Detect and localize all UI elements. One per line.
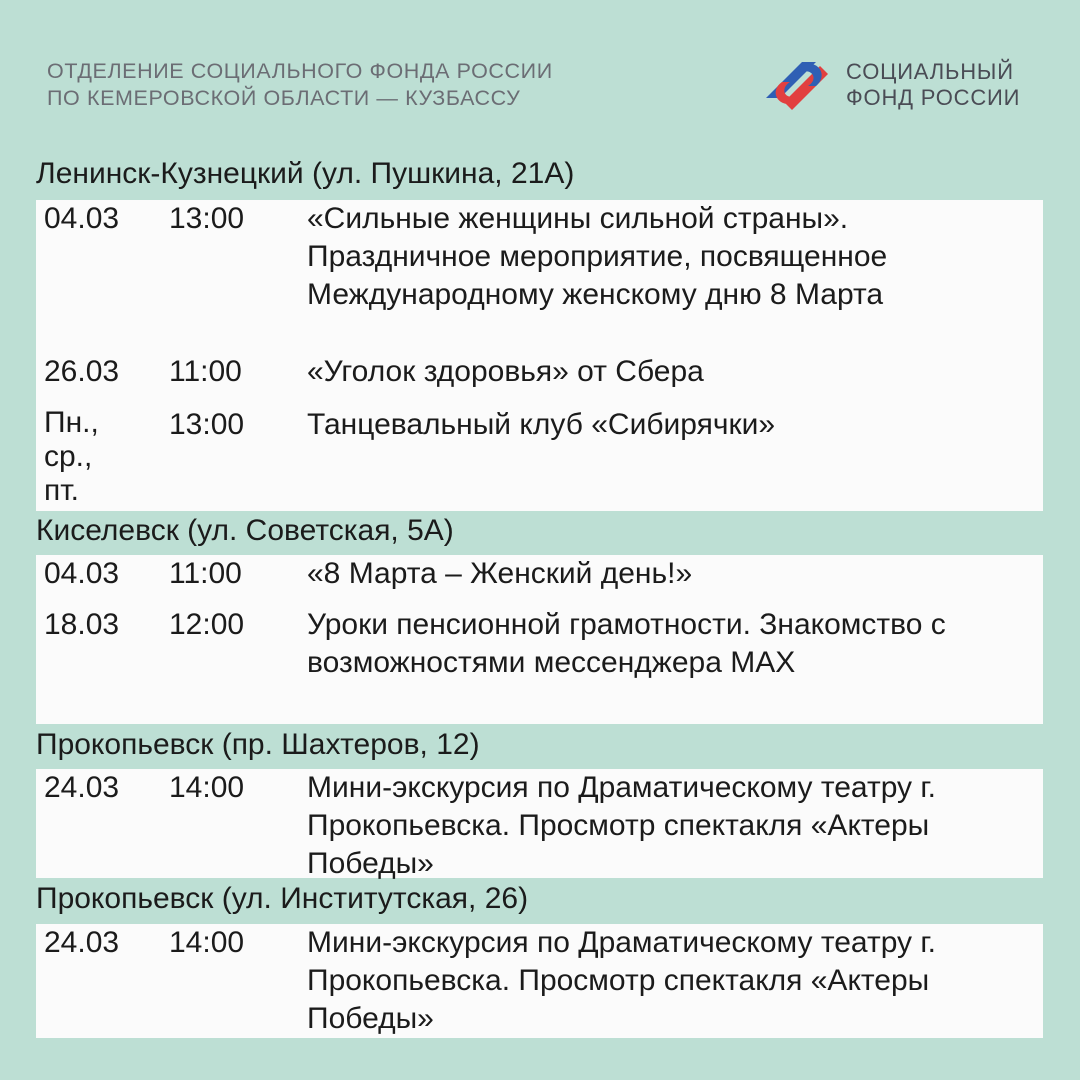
event-date: 04.03 bbox=[44, 557, 120, 590]
event-description: «8 Марта – Женский день!» bbox=[307, 557, 693, 590]
organization-name-line-1: ОТДЕЛЕНИЕ СОЦИАЛЬНОГО ФОНДА РОССИИ bbox=[47, 59, 553, 83]
event-date: 04.03 bbox=[44, 202, 120, 235]
sfr-logo-text-line-2: ФОНД РОССИИ bbox=[846, 85, 1021, 110]
event-time: 11:00 bbox=[169, 557, 242, 590]
section-title-prokopyevsk-shakhterov: Прокопьевск (пр. Шахтеров, 12) bbox=[36, 728, 480, 761]
sfr-logo-text bbox=[846, 59, 1020, 111]
section-title-kiselevsk: Киселевск (ул. Советская, 5А) bbox=[36, 514, 454, 547]
sfr-logo bbox=[762, 56, 1042, 112]
event-date: 24.03 bbox=[44, 926, 120, 959]
event-description: «Сильные женщины сильной страны». Праздничное мероприятие, посвященное Международному женскому дню 8 Марта bbox=[307, 202, 888, 311]
event-description: Танцевальный клуб «Сибирячки» bbox=[307, 408, 776, 441]
event-description: Уроки пенсионной грамотности. Знакомство с возможностями мессенджера MAX bbox=[307, 608, 946, 679]
schedule-panel-leninsk bbox=[36, 200, 1043, 511]
sfr-logo-text-line-1: СОЦИАЛЬНЫЙ bbox=[846, 59, 1014, 84]
event-date: 26.03 bbox=[44, 355, 120, 388]
event-time: 14:00 bbox=[169, 771, 245, 804]
sfr-logo-icon bbox=[762, 56, 834, 112]
section-title-leninsk: Ленинск-Кузнецкий (ул. Пушкина, 21А) bbox=[36, 157, 575, 190]
event-time: 14:00 bbox=[169, 926, 245, 959]
event-description: Мини-экскурсия по Драматическому театру г. Прокопьевска. Просмотр спектакля «Актеры Победы» bbox=[307, 926, 936, 1035]
event-time: 11:00 bbox=[169, 355, 242, 388]
section-title-prokopyevsk-institutskaya: Прокопьевск (ул. Институтская, 26) bbox=[36, 882, 529, 915]
schedule-panel-prokopyevsk-institutskaya bbox=[36, 924, 1043, 1038]
event-date: 24.03 bbox=[44, 771, 120, 804]
event-description: Мини-экскурсия по Драматическому театру г. Прокопьевска. Просмотр спектакля «Актеры Победы» bbox=[307, 771, 936, 880]
event-date: Пн., ср., пт. bbox=[44, 406, 99, 507]
event-time: 13:00 bbox=[169, 202, 245, 235]
schedule-panel-prokopyevsk-shakhterov bbox=[36, 769, 1043, 878]
event-time: 13:00 bbox=[169, 408, 245, 441]
event-description: «Уголок здоровья» от Сбера bbox=[307, 355, 704, 388]
organization-name bbox=[47, 58, 553, 112]
event-time: 12:00 bbox=[169, 608, 245, 641]
organization-name-line-2: ПО КЕМЕРОВСКОЙ ОБЛАСТИ — КУЗБАССУ bbox=[47, 86, 521, 110]
event-date: 18.03 bbox=[44, 608, 120, 641]
schedule-panel-kiselevsk bbox=[36, 555, 1043, 724]
